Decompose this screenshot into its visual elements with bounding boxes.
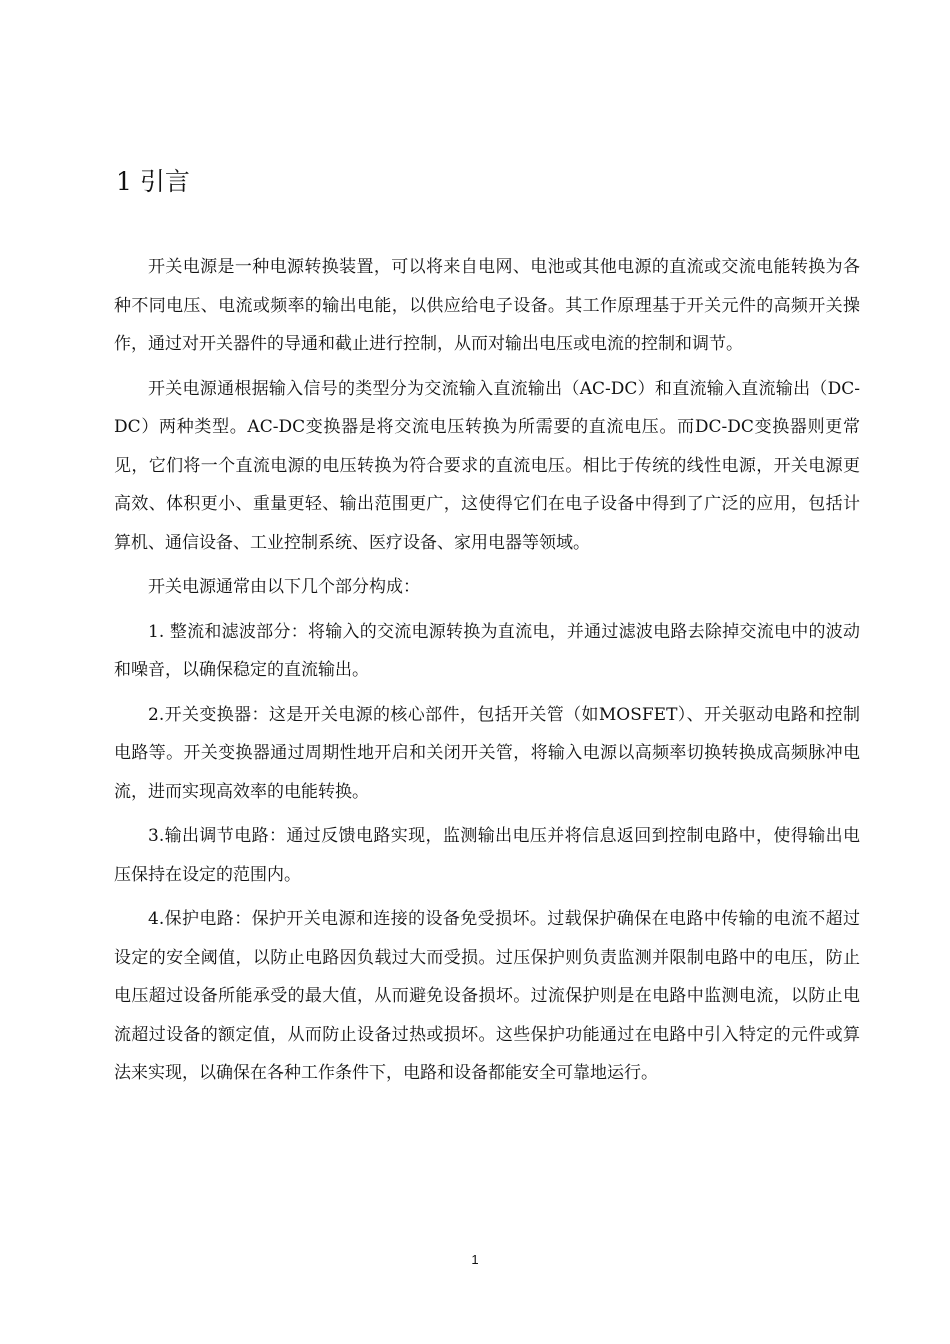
paragraph-protection: 4.保护电路：保护开关电源和连接的设备免受损坏。过载保护确保在电路中传输的电流不超过设定的安全阈值，以防止电路因负载过大而受损。过压保护则负责监测并限制电路中的电压，防止电压超过设备所能承受的最大值，从而避免设备损坏。过流保护则是在电路中监测电流，以防止电流超过设备的额定值，从而防止设备过热或损坏。这些保护功能通过在电路中引入特定的元件或算法来实现，以确保在各种工作条件下，电路和设备都能安全可靠地运行。	[114, 909, 860, 1083]
paragraph-intro: 开关电源是一种电源转换装置，可以将来自电网、电池或其他电源的直流或交流电能转换为各种不同电压、电流或频率的输出电能，以供应给电子设备。其工作原理基于开关元件的高频开关操作，通过对开关器件的导通和截止进行控制，从而对输出电压或电流的控制和调节。	[114, 257, 860, 354]
paragraph-rectifier-filter: 1. 整流和滤波部分：将输入的交流电源转换为直流电，并通过滤波电路去除掉交流电中的波动和噪音，以确保稳定的直流输出。	[114, 621, 860, 680]
section-heading: 1 引言	[116, 167, 190, 196]
paragraph-output-regulation: 3.输出调节电路：通过反馈电路实现，监测输出电压并将信息返回到控制电路中，使得输出电压保持在设定的范围内。	[114, 826, 860, 885]
page-number: 1	[471, 1252, 479, 1267]
body-text	[114, 248, 860, 1099]
paragraph-types: 开关电源通根据输入信号的类型分为交流输入直流输出（AC-DC）和直流输入直流输出（DC-DC）两种类型。AC-DC变换器是将交流电压转换为所需要的直流电压。而DC-DC变换器则更常见，它们将一个直流电源的电压转换为符合要求的直流电压。相比于传统的线性电源，开关电源更高效、体积更小、重量更轻、输出范围更广，这使得它们在电子设备中得到了广泛的应用，包括计算机、通信设备、工业控制系统、医疗设备、家用电器等领域。	[114, 378, 860, 553]
paragraph-switch-converter: 2.开关变换器：这是开关电源的核心部件，包括开关管（如MOSFET）、开关驱动电路和控制电路等。开关变换器通过周期性地开启和关闭开关管，将输入电源以高频率切换转换成高频脉冲电流，进而实现高效率的电能转换。	[114, 704, 860, 802]
paragraph-components-lead: 开关电源通常由以下几个部分构成：	[148, 577, 420, 597]
